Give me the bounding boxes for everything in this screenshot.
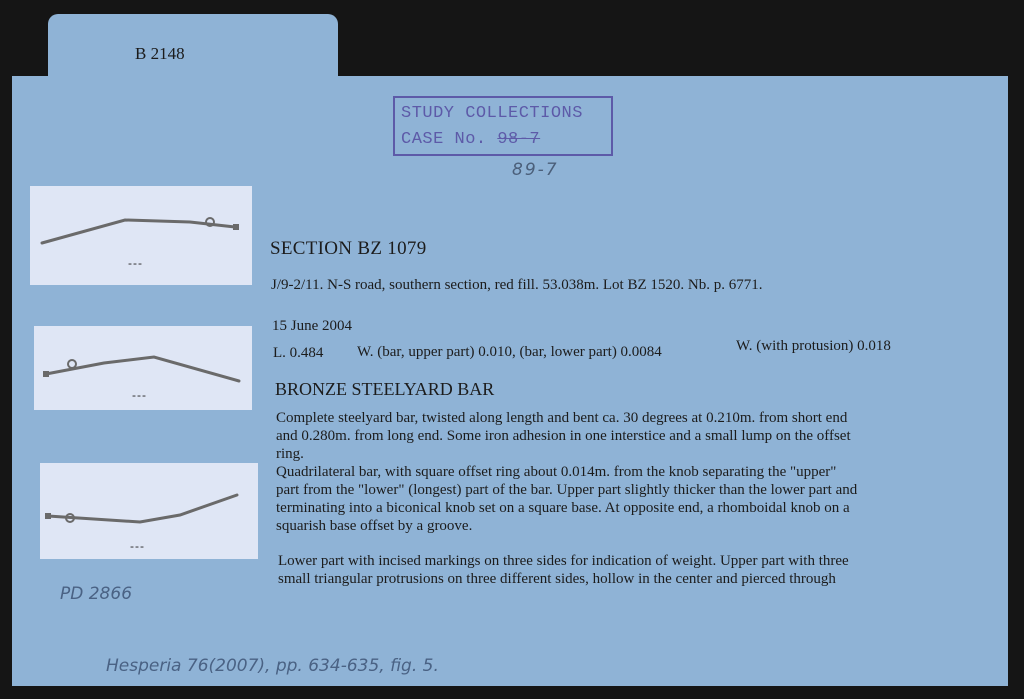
handwritten-case-number: 89-7 (512, 160, 559, 180)
stamp-case (401, 130, 540, 149)
object-photo-2 (34, 326, 252, 410)
photo-scale-mark: --- (130, 539, 145, 553)
stamp-case-label: CASE No. (401, 130, 487, 149)
description-line: part from the "lower" (longest) part of the bar. Upper part slightly thicker than the lower part and (276, 482, 858, 498)
description-line: Complete steelyard bar, twisted along length and bent ca. 30 degrees at 0.210m. from short end (276, 410, 848, 426)
description-line: Quadrilateral bar, with square offset ring about 0.014m. from the knob separating the "upper" (276, 464, 837, 480)
handwritten-pd-number: PD 2866 (60, 584, 133, 604)
description-line: squarish base offset by a groove. (276, 518, 473, 534)
description-line: ring. (276, 446, 304, 462)
object-photo-3 (40, 463, 258, 559)
steelyard-bar-image-1 (30, 186, 252, 285)
object-title: BRONZE STEELYARD BAR (275, 379, 495, 399)
description-line: and 0.280m. from long end. Some iron adhesion in one interstice and a small lump on the offset (276, 428, 851, 444)
width-bar-measurement: W. (bar, upper part) 0.010, (bar, lower part) 0.0084 (357, 344, 662, 360)
location-line: J/9-2/11. N-S road, southern section, red fill. 53.038m. Lot BZ 1520. Nb. p. 6771. (271, 277, 763, 293)
width-protrusion-measurement: W. (with protusion) 0.018 (736, 338, 891, 354)
description-line: Lower part with incised markings on three sides for indication of weight. Upper part with three (278, 553, 849, 569)
steelyard-bar-image-3 (40, 463, 258, 559)
description-line: terminating into a biconical knob set on a square base. At opposite end, a rhomboidal knob on a (276, 500, 850, 516)
stamp-case-struck-number: 98-7 (497, 130, 541, 149)
photo-scale-mark: --- (128, 256, 143, 270)
date-line: 15 June 2004 (272, 318, 352, 334)
study-collections-stamp (393, 96, 613, 156)
handwritten-reference: Hesperia 76(2007), pp. 634-635, fig. 5. (106, 656, 439, 676)
section-heading: SECTION BZ 1079 (270, 238, 427, 259)
card-id: B 2148 (135, 44, 185, 63)
description-line: small triangular protrusions on three different sides, hollow in the center and pierced through (278, 571, 836, 587)
photo-scale-mark: --- (132, 388, 147, 402)
length-measurement: L. 0.484 (273, 345, 324, 361)
stamp-title: STUDY COLLECTIONS (401, 104, 583, 123)
object-photo-1 (30, 186, 252, 285)
